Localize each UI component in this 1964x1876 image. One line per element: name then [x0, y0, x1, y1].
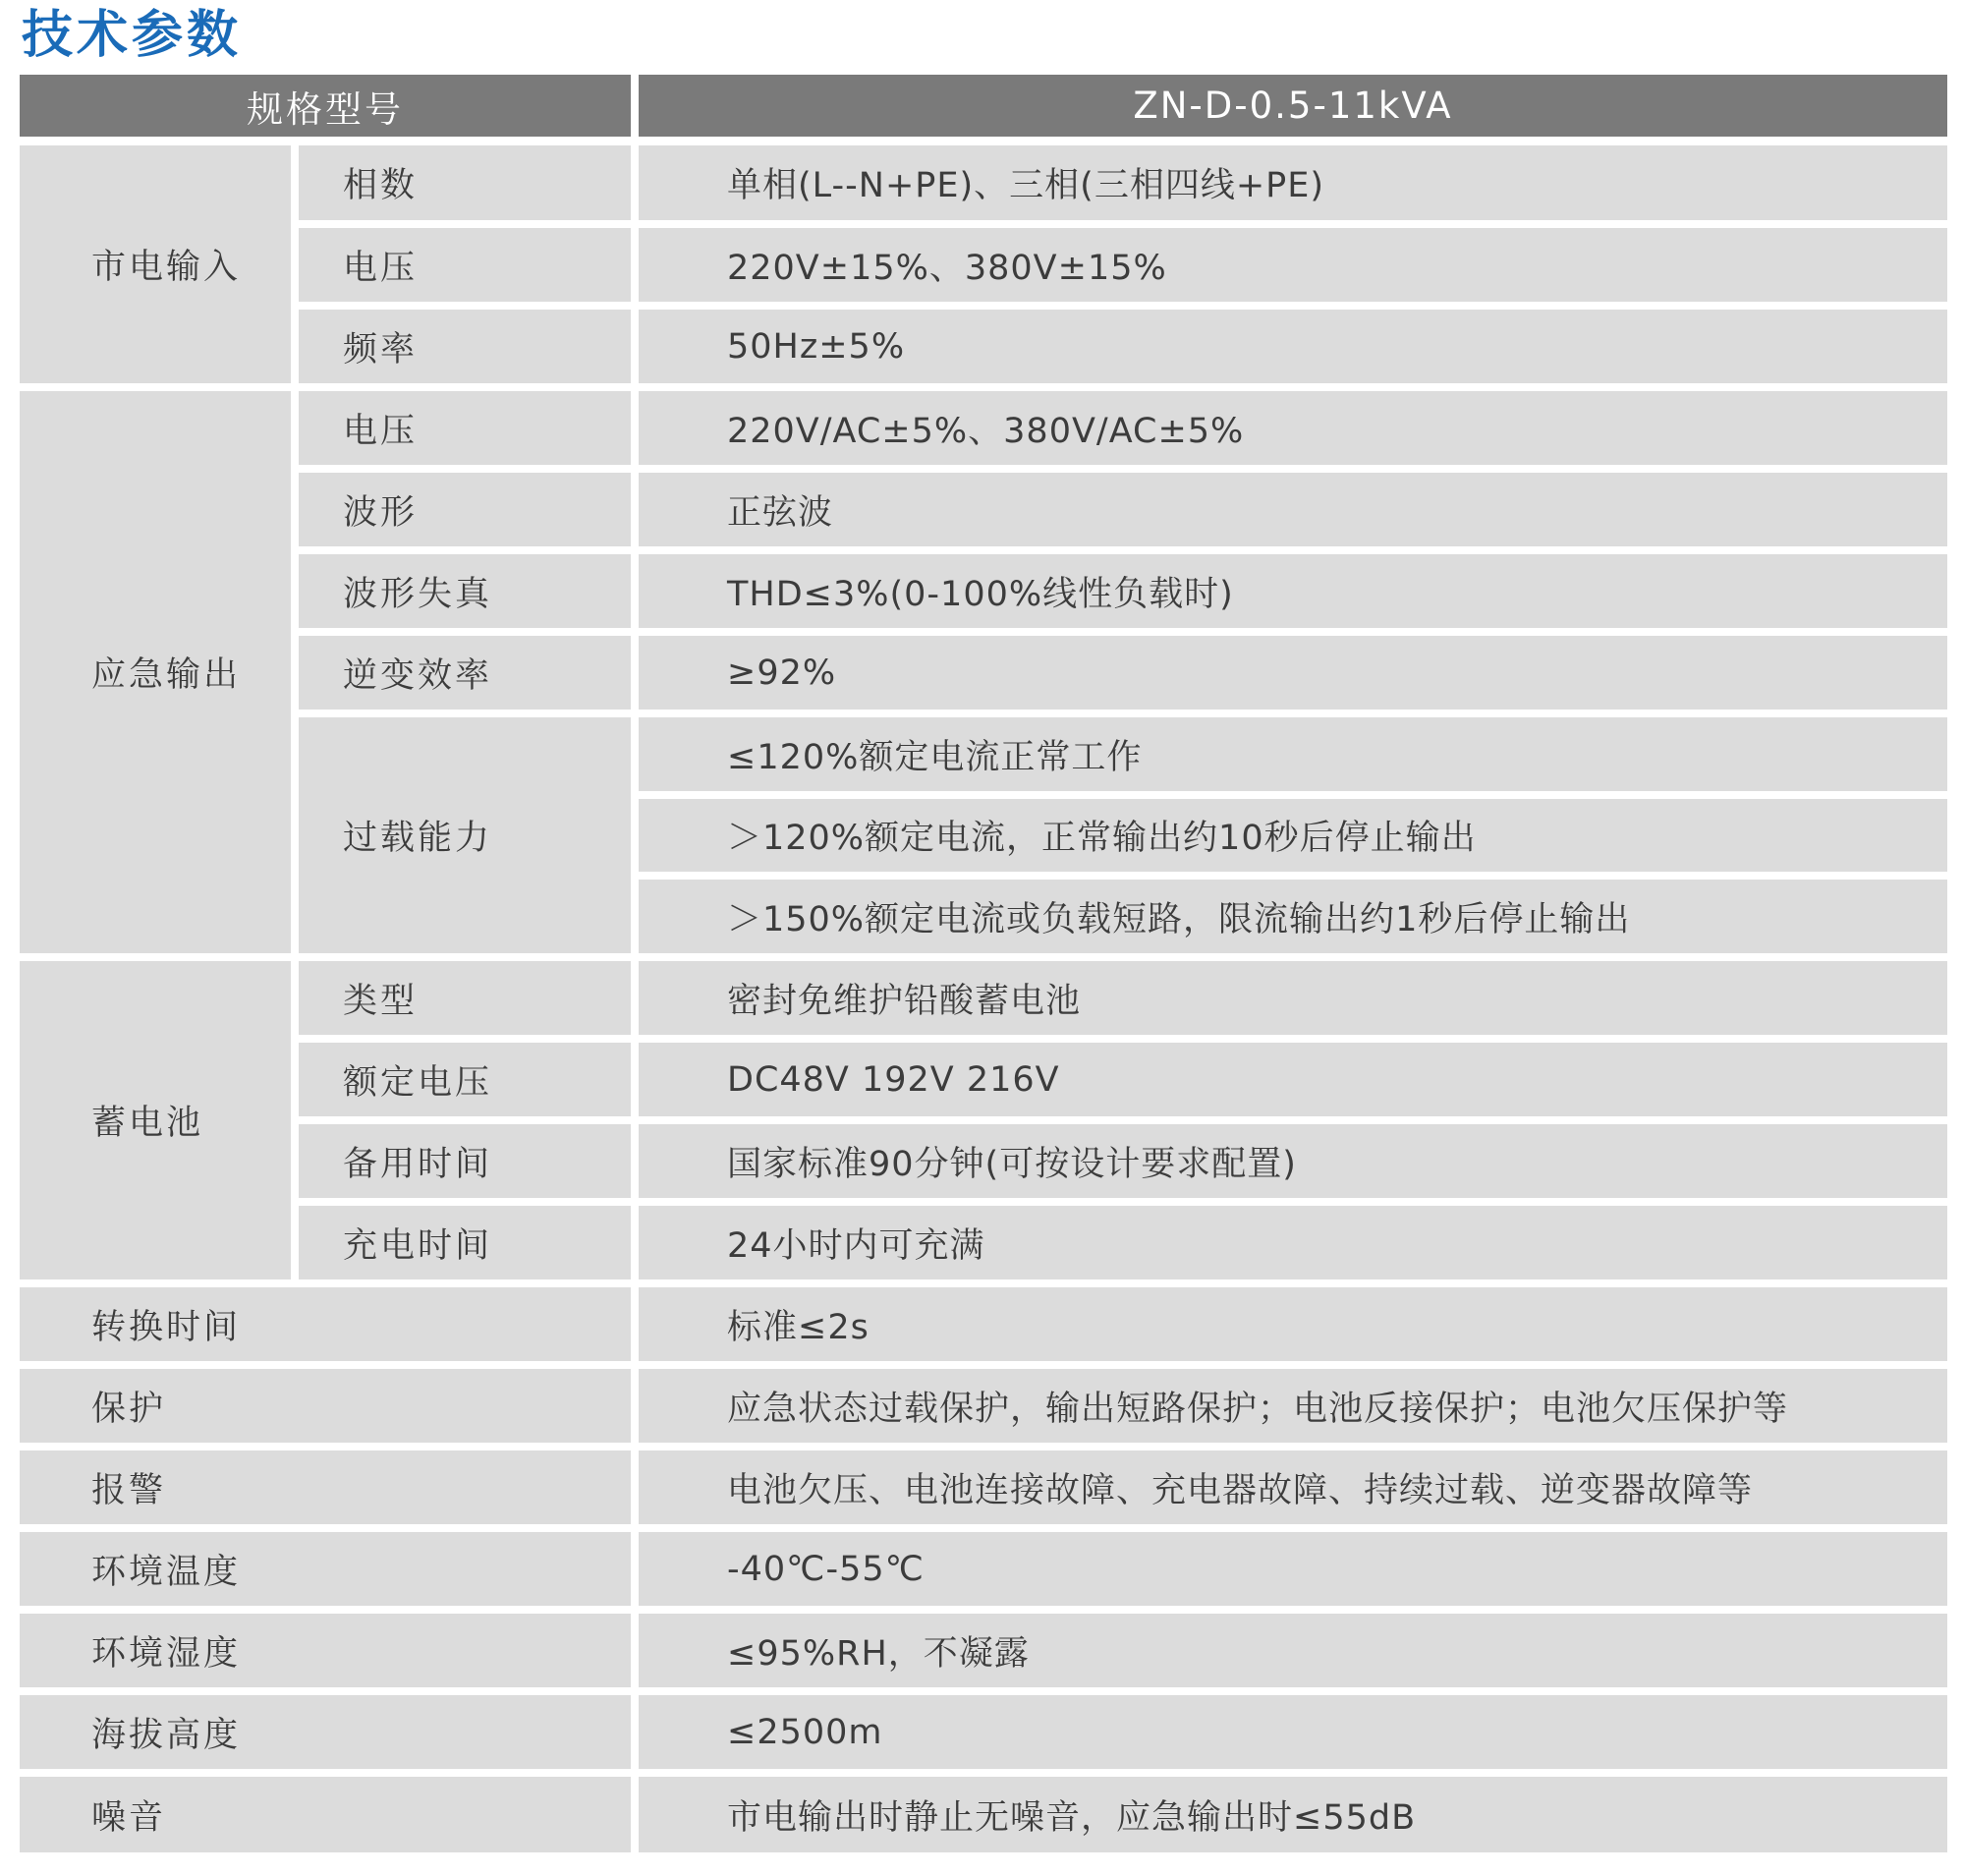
param-cell: 转换时间	[20, 1287, 631, 1361]
value-cell: ＞150%额定电流或负载短路，限流输出约1秒后停止输出	[639, 880, 1947, 953]
param-cell: 额定电压	[299, 1043, 631, 1116]
value-cell: 标准≤2s	[639, 1287, 1947, 1361]
param-cell: 噪音	[20, 1777, 631, 1852]
spec-header-cell: 规格型号	[20, 75, 631, 137]
param-cell: 波形失真	[299, 554, 631, 628]
param-cell: 波形	[299, 473, 631, 546]
value-cell: THD≤3%(0-100%线性负载时)	[639, 554, 1947, 628]
value-cell: ≤120%额定电流正常工作	[639, 717, 1947, 791]
value-cell: 市电输出时静止无噪音，应急输出时≤55dB	[639, 1777, 1947, 1852]
value-cell: 密封免维护铅酸蓄电池	[639, 961, 1947, 1035]
param-cell: 环境温度	[20, 1532, 631, 1606]
param-cell: 备用时间	[299, 1124, 631, 1198]
value-cell: 国家标准90分钟(可按设计要求配置)	[639, 1124, 1947, 1198]
value-cell: ≤95%RH，不凝露	[639, 1614, 1947, 1687]
value-cell: DC48V 192V 216V	[639, 1043, 1947, 1116]
param-cell: 海拔高度	[20, 1695, 631, 1769]
param-cell: 类型	[299, 961, 631, 1035]
value-cell: 50Hz±5%	[639, 310, 1947, 383]
param-cell: 频率	[299, 310, 631, 383]
value-cell: 单相(L--N+PE)、三相(三相四线+PE)	[639, 145, 1947, 220]
value-cell: 24小时内可充满	[639, 1206, 1947, 1279]
category-cell-emergency-output: 应急输出	[20, 391, 291, 953]
param-cell: 保护	[20, 1369, 631, 1443]
value-cell: ＞120%额定电流，正常输出约10秒后停止输出	[639, 799, 1947, 872]
param-cell: 充电时间	[299, 1206, 631, 1279]
value-cell: ≤2500m	[639, 1695, 1947, 1769]
param-cell: 报警	[20, 1450, 631, 1524]
value-cell: 应急状态过载保护，输出短路保护；电池反接保护；电池欠压保护等	[639, 1369, 1947, 1443]
value-cell: 电池欠压、电池连接故障、充电器故障、持续过载、逆变器故障等	[639, 1450, 1947, 1524]
param-cell-overload: 过载能力	[299, 717, 631, 953]
param-cell: 电压	[299, 391, 631, 465]
value-cell: 220V/AC±5%、380V/AC±5%	[639, 391, 1947, 465]
page-title: 技术参数	[22, 6, 243, 65]
category-cell-battery: 蓄电池	[20, 961, 291, 1279]
param-cell: 电压	[299, 228, 631, 302]
category-cell-mains-input: 市电输入	[20, 145, 291, 383]
value-cell: 正弦波	[639, 473, 1947, 546]
value-cell: ≥92%	[639, 636, 1947, 710]
value-cell: 220V±15%、380V±15%	[639, 228, 1947, 302]
value-cell: -40℃-55℃	[639, 1532, 1947, 1606]
param-cell: 环境湿度	[20, 1614, 631, 1687]
param-cell: 相数	[299, 145, 631, 220]
model-header-cell: ZN-D-0.5-11kVA	[639, 75, 1947, 137]
param-cell: 逆变效率	[299, 636, 631, 710]
